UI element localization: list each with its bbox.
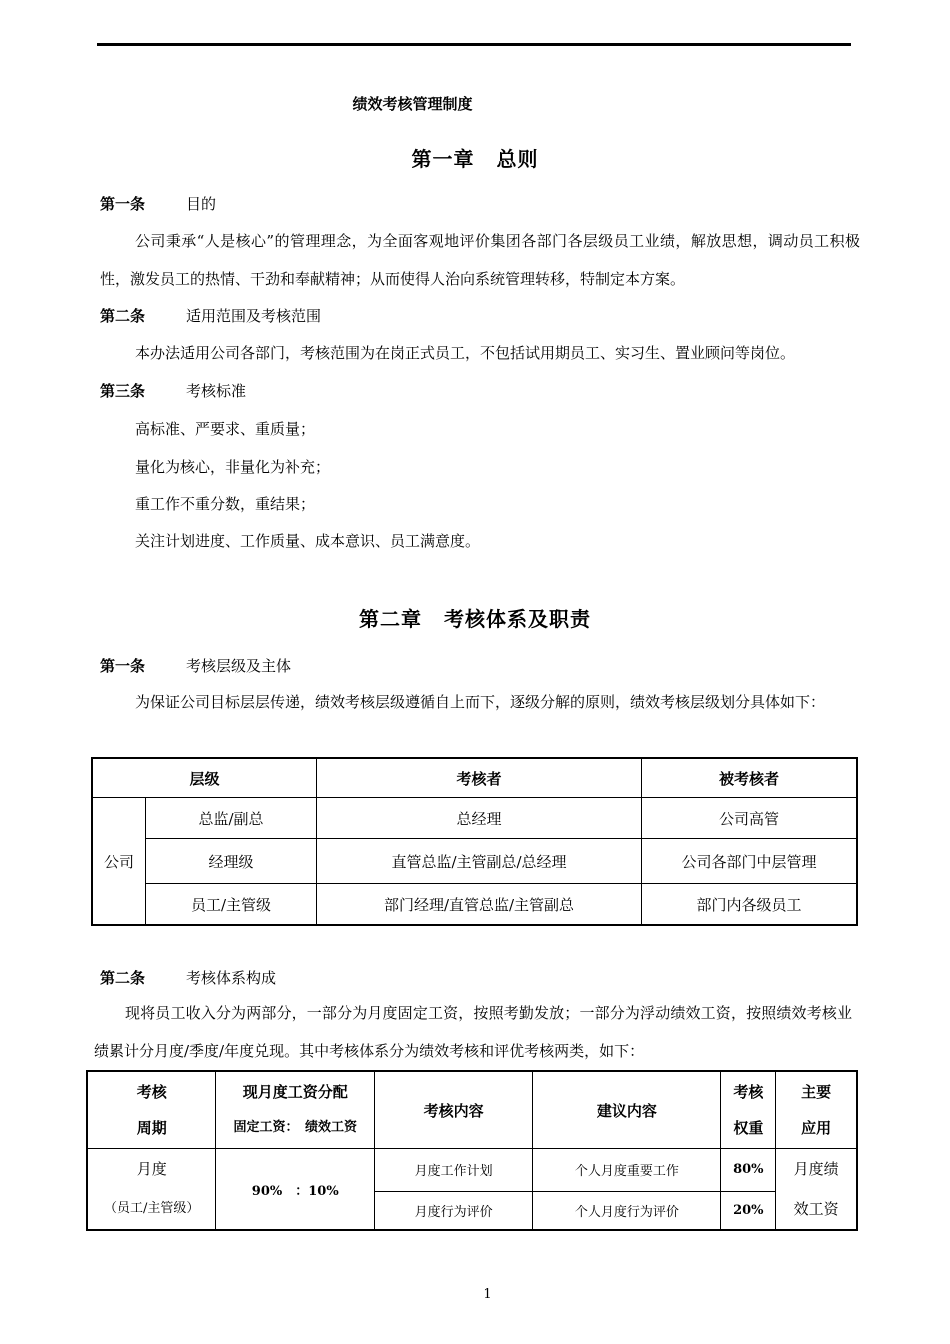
- header-content: 考核内容: [374, 1071, 532, 1149]
- evaluation-level-table: [91, 757, 858, 926]
- chapter-1-number: 第一章: [411, 147, 475, 171]
- standard-item: 量化为核心，非量化为补充；: [135, 458, 331, 476]
- article-3-heading: [100, 380, 246, 401]
- cell-apply: 月度绩 效工资: [776, 1149, 857, 1231]
- table-row: [92, 839, 857, 884]
- chapter-2-article-2-text: 现将员工收入分为两部分，一部分为月度固定工资，按照考勤发放；一部分为浮动绩效工资，按照绩效考核业绩累计分月度/季度/年度兑现。其中考核体系分为绩效考核和评优考核两类，如下：: [94, 1004, 852, 1060]
- cell-weight: 20%: [721, 1191, 776, 1230]
- cell-content: 月度行为评价: [374, 1191, 532, 1230]
- cell-level: 员工/主管级: [146, 884, 317, 926]
- cell-level: 总监/副总: [146, 798, 317, 839]
- header-rule: [97, 43, 851, 46]
- cell-evaluator: 总经理: [317, 798, 642, 839]
- article-number: 第一条: [100, 657, 146, 675]
- group-company: 公司: [92, 798, 146, 926]
- chapter-2-article-1-heading: [100, 655, 291, 676]
- cell-evaluated: 公司各部门中层管理: [642, 839, 858, 884]
- header-level: 层级: [92, 758, 317, 798]
- standard-item: 高标准、严要求、重质量；: [135, 420, 316, 438]
- header-apply: 主要 应用: [776, 1071, 857, 1149]
- cell-suggest: 个人月度行为评价: [533, 1191, 721, 1230]
- header-period: 考核 周期: [87, 1071, 216, 1149]
- article-2-text: 本办法适用公司各部门，考核范围为在岗正式员工，不包括试用期员工、实习生、置业顾问等岗位。: [135, 344, 796, 362]
- table-row: [87, 1149, 857, 1192]
- article-number: 第三条: [100, 382, 146, 400]
- chapter-1-heading: [0, 143, 950, 172]
- chapter-2-number: 第二章: [359, 607, 422, 631]
- standard-item: 关注计划进度、工作质量、成本意识、员工满意度。: [135, 532, 481, 550]
- article-1-text: 公司秉承“人是核心”的管理理念，为全面客观地评价集团各部门各层级员工业绩，解放思想，调动员工积极性，激发员工的热情、干劲和奉献精神；从而使得人治向系统管理转移，特制定本方案。: [100, 232, 860, 288]
- article-title: 考核标准: [186, 382, 247, 400]
- chapter-2-article-2-heading: [100, 967, 276, 988]
- article-title: 目的: [186, 195, 217, 213]
- table-row: [92, 798, 857, 839]
- cell-ratio: 90% ：10%: [216, 1149, 374, 1231]
- evaluation-system-table: [86, 1070, 858, 1231]
- cell-level: 经理级: [146, 839, 317, 884]
- article-number: 第二条: [100, 307, 146, 325]
- cell-content: 月度工作计划: [374, 1149, 532, 1192]
- article-2-heading: [100, 305, 321, 326]
- document-title: 绩效考核管理制度: [352, 95, 473, 113]
- cell-evaluated: 公司高管: [642, 798, 858, 839]
- article-title: 适用范围及考核范围: [186, 307, 322, 325]
- cell-weight: 80%: [721, 1149, 776, 1192]
- page-number: 1: [483, 1287, 492, 1302]
- chapter-2-article-1-text: 为保证公司目标层层传递，绩效考核层级遵循自上而下，逐级分解的原则，绩效考核层级划分具体如下：: [135, 693, 826, 711]
- chapter-1-name: 总则: [496, 147, 539, 171]
- cell-evaluated: 部门内各级员工: [642, 884, 858, 926]
- article-title: 考核体系构成: [186, 969, 277, 987]
- cell-suggest: 个人月度重要工作: [533, 1149, 721, 1192]
- cell-evaluator: 直管总监/主管副总/总经理: [317, 839, 642, 884]
- article-title: 考核层级及主体: [186, 657, 292, 675]
- header-salary: 现月度工资分配 固定工资： 绩效工资: [216, 1071, 374, 1149]
- header-evaluator: 考核者: [317, 758, 642, 798]
- article-number: 第一条: [100, 195, 146, 213]
- header-weight: 考核 权重: [721, 1071, 776, 1149]
- article-number: 第二条: [100, 969, 146, 987]
- article-1-heading: [100, 193, 216, 214]
- header-evaluated: 被考核者: [642, 758, 858, 798]
- chapter-2-name: 考核体系及职责: [444, 607, 591, 631]
- header-suggest: 建议内容: [533, 1071, 721, 1149]
- chapter-2-heading: [0, 603, 950, 632]
- table-header-row: [87, 1071, 857, 1149]
- cell-period: 月度 （员工/主管级）: [87, 1149, 216, 1231]
- standard-item: 重工作不重分数，重结果；: [135, 495, 316, 513]
- table-header-row: [92, 758, 857, 798]
- table-row: [92, 884, 857, 926]
- cell-evaluator: 部门经理/直管总监/主管副总: [317, 884, 642, 926]
